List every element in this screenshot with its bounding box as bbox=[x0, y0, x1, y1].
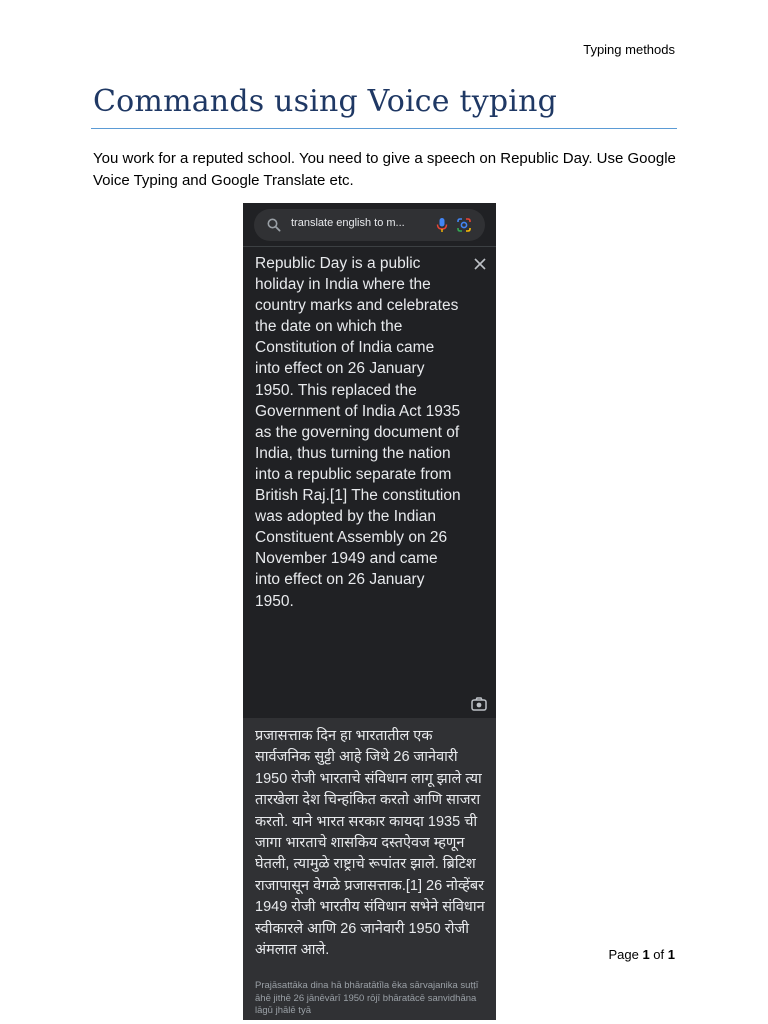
transliteration-text: Prajāsattāka dina hā bhāratātīla ēka sārvajanika suṭṭī āhē jithē 26 jānēvārī 1950 rōjī bhāratācē sanvidhāna lāgū jhālē tyā bbox=[255, 980, 479, 1016]
search-bar[interactable] bbox=[254, 209, 485, 241]
running-header: Typing methods bbox=[583, 42, 675, 57]
page-label: Page bbox=[608, 947, 639, 962]
translated-text[interactable]: प्रजासत्ताक दिन हा भारतातील एक सार्वजनिक सुट्टी आहे जिथे 26 जानेवारी 1950 रोजी भारताचे संविधान लागू झाले त्या तारखेला देश चिन्हांकित करतो आणि साजरा करतो. याने भारत सरकार कायदा 1935 ची जागा भारताचे शासकिय दस्तऐवज म्हणून घेतली, त्यामुळे राष्ट्राचे रूपांतर झाले. ब्रिटिश राजापासून वेगळे प्रजासत्ताक.[1] 26 नोव्हेंबर 1949 रोजी भारतीय संविधान सभेने संविधान स्वीकारले आणि 26 जानेवारी 1950 रोजी अंमलात आले. bbox=[255, 728, 485, 959]
page-total: 1 bbox=[667, 947, 675, 962]
page-of: of bbox=[653, 947, 665, 962]
page-number bbox=[608, 947, 675, 962]
page-current: 1 bbox=[642, 947, 650, 962]
intro-paragraph: You work for a reputed school. You need to give a speech on Republic Day. Use Google Voice Typing and Google Translate etc. bbox=[93, 150, 676, 189]
google-translate-screenshot bbox=[243, 203, 496, 1020]
divider bbox=[243, 246, 496, 247]
search-icon[interactable] bbox=[266, 217, 282, 233]
close-icon[interactable] bbox=[472, 256, 488, 272]
lens-icon[interactable] bbox=[456, 217, 472, 233]
translation-panel bbox=[243, 718, 496, 1020]
page-title: Commands using Voice typing bbox=[93, 84, 558, 119]
mic-icon[interactable] bbox=[435, 217, 449, 233]
search-query[interactable]: translate english to m... bbox=[291, 217, 405, 229]
source-text[interactable]: Republic Day is a public holiday in India where the country marks and celebrates the date on which the Constitution of India came into effect on 26 January 1950. This replaced the Government of India Act 1935 as the governing document of India, thus turning the nation into a republic separate from British Raj.[1] The constitution was adopted by the Indian Constituent Assembly on 26 November 1949 and came into effect on 26 January 1950. bbox=[255, 255, 461, 610]
title-underline bbox=[91, 128, 677, 129]
camera-icon[interactable] bbox=[470, 696, 488, 712]
